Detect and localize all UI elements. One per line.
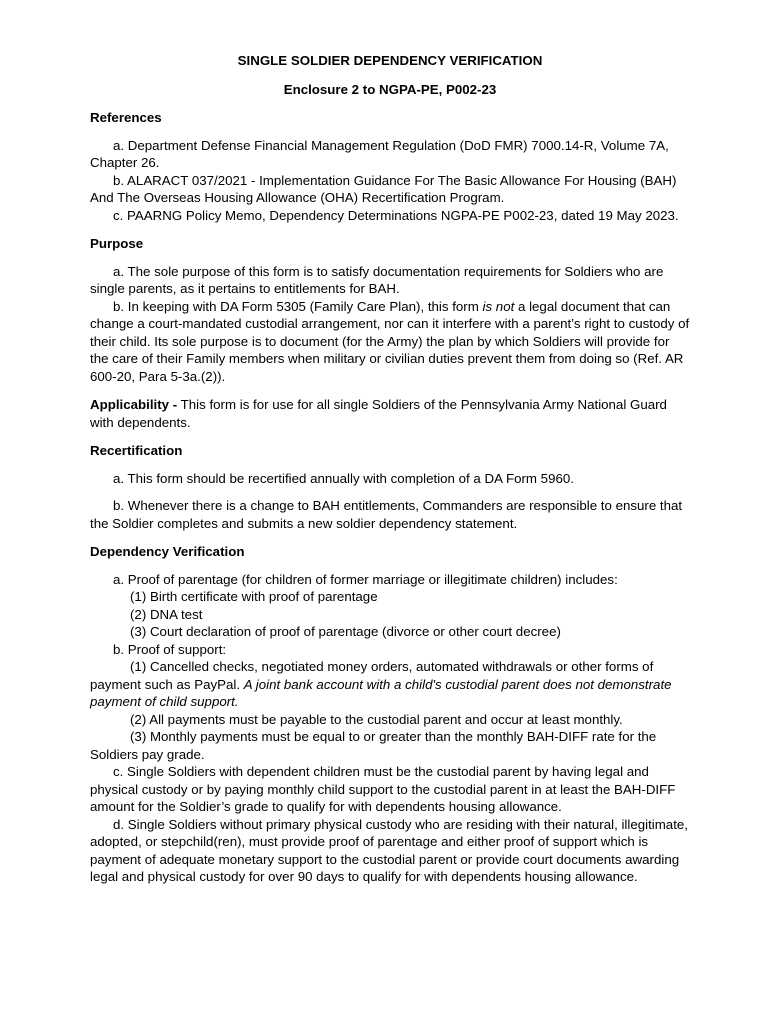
- dependency-d: d. Single Soldiers without primary physical custody who are residing with their natural, illegitimate, adopted, or stepchild(ren), must provide proof of parentage and either proof of support which is payment of adequate monetary support to the custodial parent or provide court documents awarding legal and physical custody for over 90 days to qualify for with dependents housing allowance.: [90, 816, 688, 884]
- dependency-c: c. Single Soldiers with dependent children must be the custodial parent by having legal and physical custody or by paying monthly child support to the custodial parent in at least the BAH-DIFF amount for the Soldier’s grade to qualify for with dependents housing allowance.: [90, 764, 676, 814]
- purpose-b-text-end: a legal document that can change a court-mandated custodial arrangement, nor can it interfere with a parent’s right to custody of their child. Its sole purpose is to document (for the Army) the plan by which Soldiers will provide for the care of their Family members when military or civilian duties prevent them from doing so (Ref. AR 600-20, Para 5-3a.(2)).: [90, 298, 690, 384]
- dependency-b1-emphasis: A joint bank account with a child's custodial parent does not demonstrate payment of child support.: [90, 676, 672, 709]
- dependency-a: a. Proof of parentage (for children of former marriage or illegitimate children) includes:: [113, 571, 618, 587]
- recertification-b: b. Whenever there is a change to BAH entitlements, Commanders are responsible to ensure that the Soldier completes and submits a new soldier dependency statement.: [90, 498, 683, 531]
- document-page: [90, 52, 690, 886]
- dependency-b1: [90, 658, 690, 711]
- references-heading: References: [90, 110, 162, 125]
- dependency-heading: Dependency Verification: [90, 544, 245, 559]
- dependency-a3: (3) Court declaration of proof of parentage (divorce or other court decree): [130, 624, 561, 639]
- reference-b: b. ALARACT 037/2021 - Implementation Guidance For The Basic Allowance For Housing (BAH) And The Overseas Housing Allowance (OHA) Recertification Program.: [90, 172, 677, 205]
- dependency-b3: (3) Monthly payments must be equal to or greater than the monthly BAH-DIFF rate for the Soldiers pay grade.: [90, 729, 657, 762]
- page-title: SINGLE SOLDIER DEPENDENCY VERIFICATION: [237, 53, 543, 68]
- dependency-b2: (2) All payments must be payable to the custodial parent and occur at least monthly.: [130, 711, 623, 727]
- recertification-heading: Recertification: [90, 443, 183, 458]
- purpose-a: a. The sole purpose of this form is to satisfy documentation requirements for Soldiers who are single parents, as it pertains to entitlements for BAH.: [90, 263, 664, 296]
- dependency-a2: (2) DNA test: [130, 606, 203, 622]
- dependency-a1: (1) Birth certificate with proof of parentage: [130, 589, 378, 604]
- purpose-b-text-start: b. In keeping with DA Form 5305 (Family Care Plan), this form: [113, 298, 483, 314]
- applicability-paragraph: [90, 396, 690, 431]
- purpose-b-emphasis: is not: [482, 298, 515, 314]
- purpose-b: [90, 298, 690, 386]
- recertification-a: a. This form should be recertified annually with completion of a DA Form 5960.: [113, 470, 574, 486]
- dependency-b: b. Proof of support:: [113, 641, 227, 657]
- reference-c: c. PAARNG Policy Memo, Dependency Determinations NGPA-PE P002-23, dated 19 May 2023.: [113, 207, 679, 223]
- purpose-heading: Purpose: [90, 236, 144, 251]
- page-subtitle: Enclosure 2 to NGPA-PE, P002-23: [283, 81, 497, 97]
- applicability-label: Applicability -: [90, 397, 178, 412]
- applicability-text: This form is for use for all single Soldiers of the Pennsylvania Army National Guard with dependents.: [90, 397, 667, 430]
- reference-a: a. Department Defense Financial Management Regulation (DoD FMR) 7000.14-R, Volume 7A, Chapter 26.: [90, 137, 669, 170]
- dependency-b1-text: (1) Cancelled checks, negotiated money orders, automated withdrawals or other forms of payment such as PayPal.: [90, 659, 654, 692]
